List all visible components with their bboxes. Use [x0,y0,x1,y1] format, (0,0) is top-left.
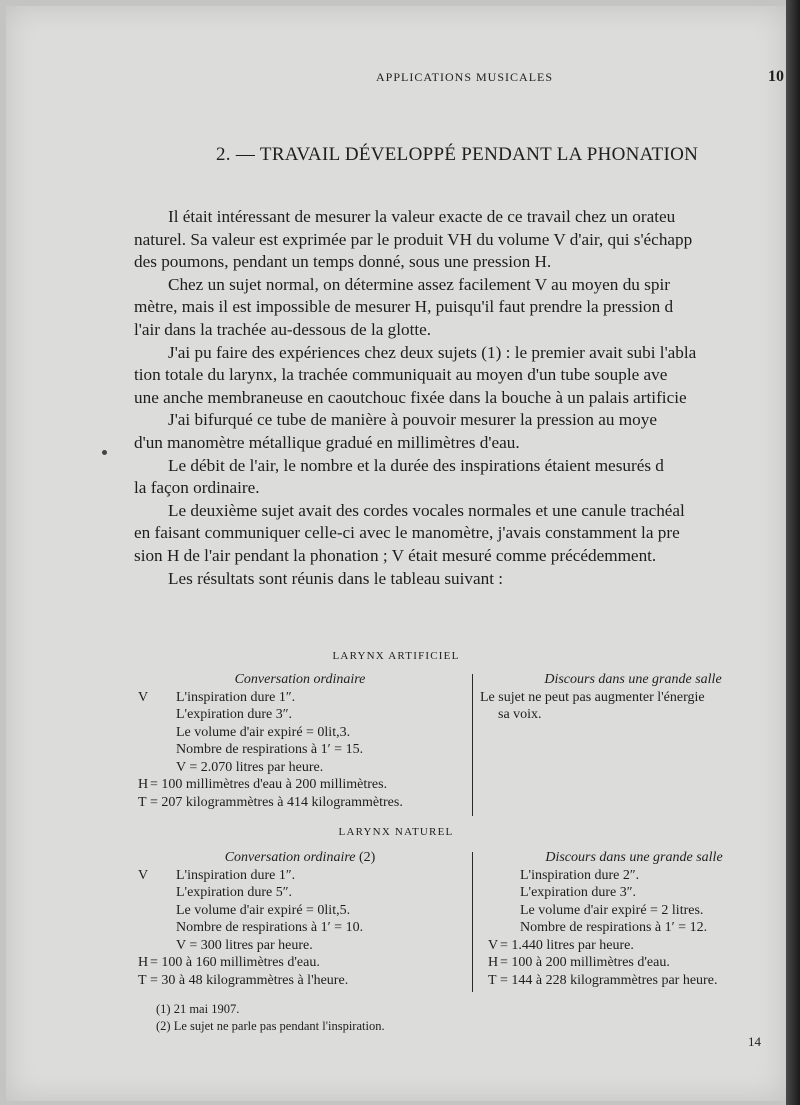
paragraph [134,568,786,591]
paragraph-line: en faisant communiquer celle-ci avec le manomètre, j'avais constamment la pre [134,523,680,543]
row-text: L'expiration dure 3″. [520,885,637,900]
row-label: T [488,972,497,988]
row-label: T [138,794,147,810]
table-row [132,937,468,955]
paragraph [134,342,786,410]
row-label: H [488,955,499,970]
table-row [132,902,468,920]
book-spine-shadow [786,0,800,1105]
paragraph-line: J'ai bifurqué ce tube de manière à pouvoir mesurer la pression au moye [168,410,657,430]
ink-speck [102,450,107,455]
paragraph-line: l'air dans la trachée au-dessous de la glotte. [134,319,432,339]
naturel-right-head: Discours dans une grande salle [545,850,723,865]
table-row [482,902,786,920]
artificiel-left-head: Conversation ordinaire [234,672,366,687]
row-text: V = 300 litres par heure. [176,937,313,953]
paragraph-line: Chez un sujet normal, on détermine assez facilement V au moyen du spir [168,274,670,294]
paragraph [134,500,786,568]
row-label: H [138,777,149,792]
table-row [132,867,468,885]
naturel-left-head-text: Conversation ordinaire [224,850,356,865]
naturel-left-head [132,849,468,867]
body-text [134,206,786,590]
paragraph-line: J'ai pu faire des expériences chez deux sujets (1) : le premier avait subi l'abla [168,342,697,362]
row-label: T [138,972,147,988]
artificiel-left-column [132,671,468,811]
table-row [132,759,468,777]
table-row [132,724,468,742]
row-text: L'inspiration dure 1″. [176,689,296,705]
footnotes [156,1001,385,1035]
table-row [482,972,786,990]
row-label: V [138,867,149,883]
footnote-1: (1) 21 mai 1907. [156,1002,240,1016]
paragraph-line: une anche membraneuse en caoutchouc fixée dans la bouche à un palais artificie [134,387,687,407]
table-row [132,706,468,724]
paragraph-line: sion H de l'air pendant la phonation ; V était mesuré comme précédemment. [134,545,657,565]
row-text: = 144 à 228 kilogrammètres par heure. [500,972,718,988]
table-caption-naturel: LARYNX NATUREL [338,826,454,838]
artificiel-right-head: Discours dans une grande salle [544,672,722,687]
paragraph-line: Les résultats sont réunis dans le tableau suivant : [168,568,504,588]
row-text: Le volume d'air expiré = 0lit,3. [176,724,351,740]
table-row [132,741,468,759]
paragraph [134,409,786,454]
row-text: = 30 à 48 kilogrammètres à l'heure. [150,972,349,988]
row-text: L'inspiration dure 2″. [520,867,640,883]
table-row [132,884,468,902]
table-row [132,919,468,937]
page-number-bottom: 14 [748,1034,761,1049]
naturel-right-rows [482,867,786,990]
page-number-top: 10 [768,68,784,85]
paragraph-line: mètre, mais il est impossible de mesurer H, puisqu'il faut prendre la pression d [134,297,674,317]
running-head [6,70,786,88]
row-text: Nombre de respirations à 1′ = 10. [176,920,364,935]
row-text: = 100 à 160 millimètres d'eau. [150,955,320,970]
table-row [482,937,786,955]
naturel-left-rows [132,867,468,990]
row-text: L'expiration dure 5″. [176,885,293,900]
paragraph-line: d'un manomètre métallique gradué en millimètres d'eau. [134,432,520,452]
table-row [132,954,468,972]
paragraph-line: la façon ordinaire. [134,478,260,498]
row-label: V [488,937,499,953]
row-text: = 100 millimètres d'eau à 200 millimètres. [150,777,388,792]
row-label: V [138,689,149,705]
table-row [132,794,468,812]
table-row [482,919,786,937]
table-caption-artificiel: LARYNX ARTIFICIEL [332,650,460,662]
footnote-2: (2) Le sujet ne parle pas pendant l'inspiration. [156,1019,385,1033]
footnote-ref-2: (2) [358,850,376,865]
row-text: = 1.440 litres par heure. [500,937,634,953]
artificiel-left-rows [132,689,468,812]
table-row [482,867,786,885]
naturel-left-column [132,849,468,989]
row-text: Le volume d'air expiré = 2 litres. [520,902,704,918]
paragraph-line: Le deuxième sujet avait des cordes vocales normales et une canule trachéal [168,500,685,520]
row-label: H [138,955,149,970]
section-title: 2. — TRAVAIL DÉVELOPPÉ PENDANT LA PHONATION [216,144,699,165]
naturel-right-column [482,849,786,989]
table-row [132,689,468,707]
row-text: = 100 à 200 millimètres d'eau. [500,955,670,970]
paragraph-line: naturel. Sa valeur est exprimée par le produit VH du volume V d'air, qui s'échapp [134,229,693,249]
row-text: Nombre de respirations à 1′ = 12. [520,920,708,935]
table-row [132,972,468,990]
row-text: L'inspiration dure 1″. [176,867,296,883]
paragraph-line: des poumons, pendant un temps donné, sous une pression H. [134,252,552,272]
paragraph [134,455,786,500]
table-row [132,776,468,794]
artificiel-right-line: Le sujet ne peut pas augmenter l'énergie [480,689,705,705]
row-text: L'expiration dure 3″. [176,707,293,722]
column-divider [472,852,473,992]
artificiel-right-column [480,671,786,724]
paragraph-line: Le débit de l'air, le nombre et la durée des inspirations étaient mesurés d [168,455,664,475]
row-text: Le volume d'air expiré = 0lit,5. [176,902,351,918]
paragraph [134,274,786,342]
paragraph-line: tion totale du larynx, la trachée communiquait au moyen d'un tube souple ave [134,365,668,385]
row-text: V = 2.070 litres par heure. [176,759,324,775]
row-text: Nombre de respirations à 1′ = 15. [176,742,364,757]
book-page [6,6,786,1101]
running-title: APPLICATIONS MUSICALES [376,70,554,84]
table-row [482,884,786,902]
artificiel-right-line: sa voix. [498,707,542,722]
table-row [482,954,786,972]
paragraph-line: Il était intéressant de mesurer la valeur exacte de ce travail chez un orateu [168,207,676,226]
paragraph [134,206,786,274]
column-divider [472,674,473,816]
row-text: = 207 kilogrammètres à 414 kilogrammètres. [150,794,403,810]
